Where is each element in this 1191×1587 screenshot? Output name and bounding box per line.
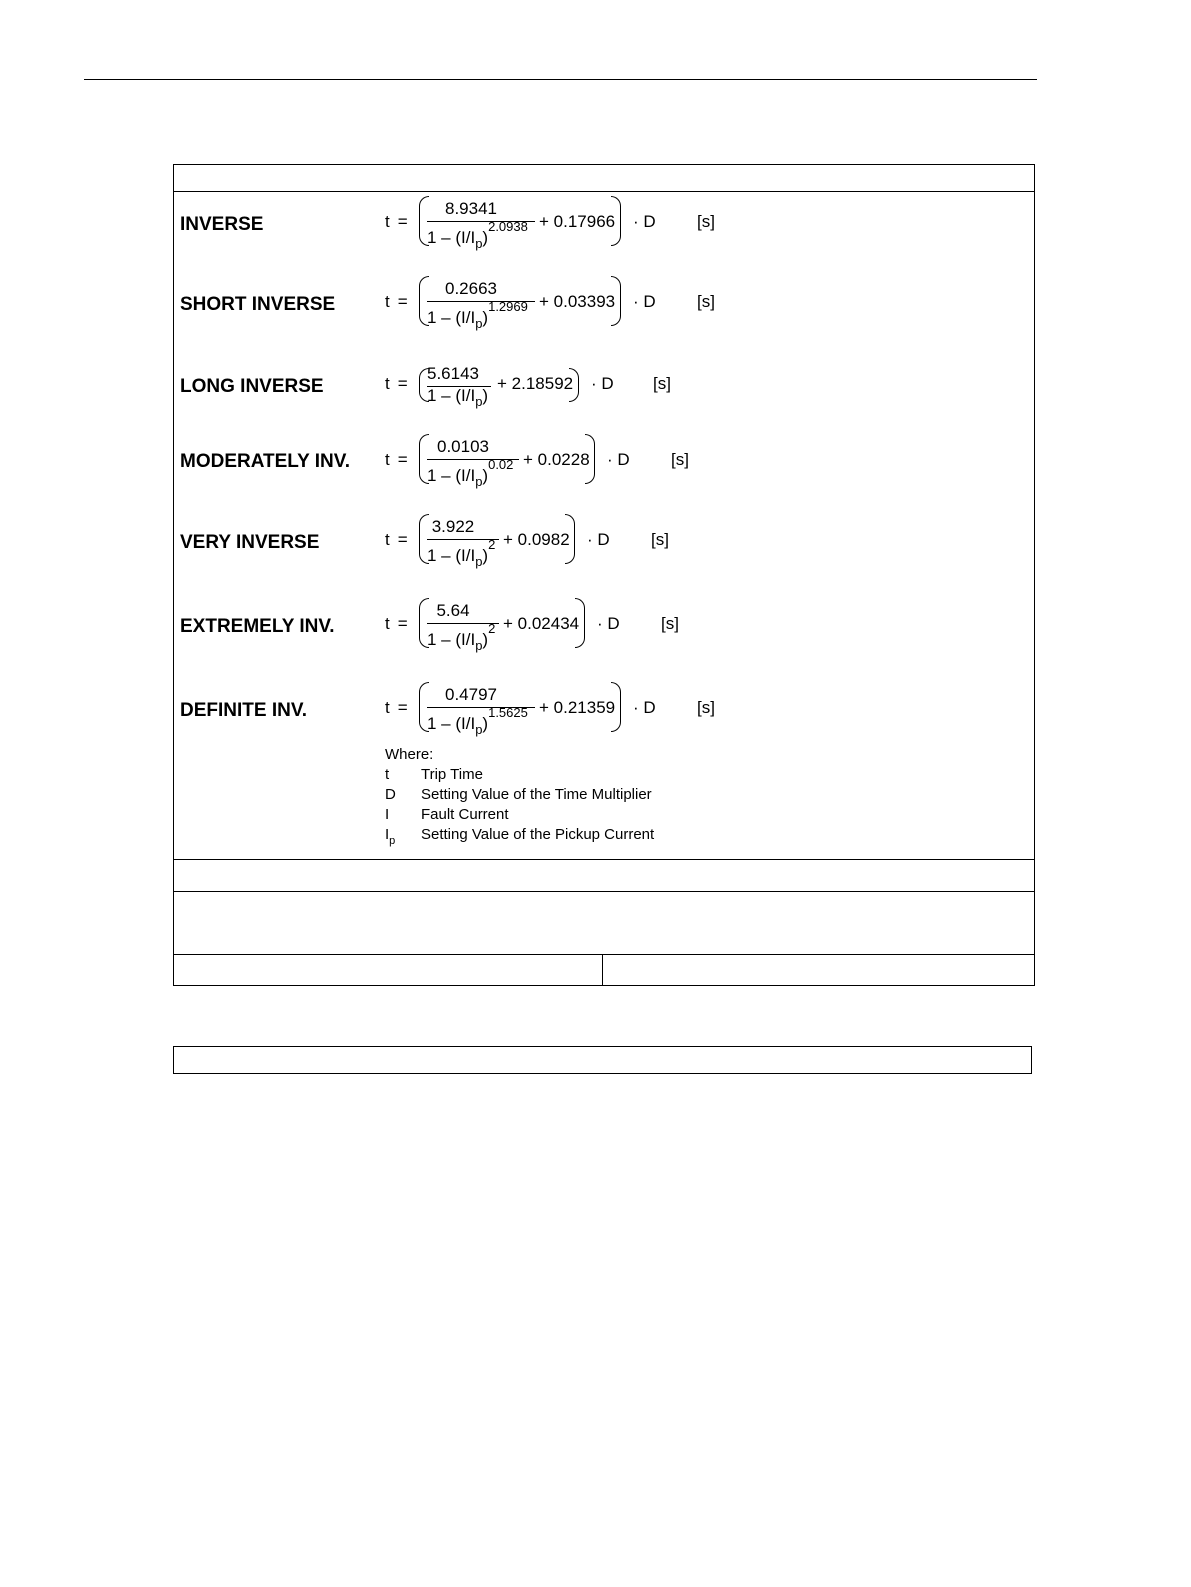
empty-table-box [173, 1046, 1032, 1074]
curve-name: LONG INVERSE [180, 376, 324, 397]
unit-seconds: [s] [653, 374, 671, 393]
formula-constant: + 0.0228 [523, 450, 590, 469]
right-paren-icon [585, 434, 595, 484]
formula-denominator: $1 - (I/I_p)^2$ [427, 537, 496, 569]
curve-row [173, 514, 1033, 574]
legend-symbol: I [385, 806, 390, 823]
table-row-divider [174, 191, 1034, 192]
formula-lhs: t = [385, 614, 408, 633]
unit-seconds: [s] [661, 614, 679, 633]
formula-denominator: $1 - (I/I_p)^{0.02}$ [427, 457, 514, 489]
curve-row [173, 598, 1033, 658]
curve-row [173, 276, 1033, 336]
curve-name: SHORT INVERSE [180, 294, 336, 315]
formula-constant: + 0.03393 [539, 292, 616, 311]
formula-lhs: t = [385, 698, 408, 717]
formula-constant: + 0.17966 [539, 212, 616, 231]
formula-numerator: 5.64 [436, 601, 470, 620]
time-multiplier: · D [633, 212, 656, 231]
right-paren-icon [565, 514, 575, 564]
formula-constant: + 0.0982 [503, 530, 570, 549]
legend-description: Fault Current [421, 806, 509, 823]
legend-description: Setting Value of the Time Multiplier [421, 786, 652, 803]
table-column-divider [602, 954, 603, 986]
curve-row [173, 682, 1033, 742]
curve-name: INVERSE [180, 214, 264, 235]
table-row-divider [174, 859, 1034, 860]
time-multiplier: · D [607, 450, 630, 469]
formula-lhs: t = [385, 212, 408, 231]
right-paren-icon [611, 196, 621, 246]
curve-name: VERY INVERSE [180, 532, 320, 553]
formula-numerator: 0.4797 [445, 685, 497, 704]
formula-constant: + 2.18592 [497, 374, 574, 393]
legend-description: Trip Time [421, 766, 483, 783]
formula-denominator: $1 - (I/I_p)^2$ [427, 621, 496, 653]
time-multiplier: · D [597, 614, 620, 633]
unit-seconds: [s] [697, 698, 715, 717]
unit-seconds: [s] [697, 212, 715, 231]
formula-constant: + 0.02434 [503, 614, 580, 633]
time-multiplier: · D [591, 374, 614, 393]
right-paren-icon [611, 682, 621, 732]
formula-numerator: 8.9341 [445, 199, 497, 218]
formula-denominator: $1 - (I/I_p)^{1.2969}$ [427, 299, 528, 331]
formula-lhs: t = [385, 292, 408, 311]
header-rule [84, 79, 1037, 80]
formula-lhs: t = [385, 530, 408, 549]
legend-symbol: $I_p$ [385, 826, 396, 847]
unit-seconds: [s] [671, 450, 689, 469]
right-paren-icon [569, 368, 579, 402]
table-row-divider [174, 954, 1034, 955]
curve-row [173, 362, 1033, 422]
time-multiplier: · D [587, 530, 610, 549]
unit-seconds: [s] [697, 292, 715, 311]
formula-denominator: $1 - (I/I_p)$ [427, 386, 489, 409]
legend-description: Setting Value of the Pickup Current [421, 826, 655, 843]
formula-numerator: 3.922 [431, 517, 475, 536]
formula-lhs: t = [385, 450, 408, 469]
curve-name: EXTREMELY INV. [180, 616, 335, 637]
formula-lhs: t = [385, 374, 408, 393]
right-paren-icon [575, 598, 585, 648]
time-multiplier: · D [633, 698, 656, 717]
formula-denominator: $1 - (I/I_p)^{2.0938}$ [427, 219, 528, 251]
legend-symbol: D [385, 786, 396, 803]
curve-row [173, 434, 1033, 494]
formula-numerator: 5.6143 [427, 364, 479, 383]
formula-denominator: $1 - (I/I_p)^{1.5625}$ [427, 705, 528, 737]
right-paren-icon [611, 276, 621, 326]
time-multiplier: · D [633, 292, 656, 311]
formula-constant: + 0.21359 [539, 698, 616, 717]
curve-name: MODERATELY INV. [180, 451, 350, 472]
legend-symbol: t [385, 766, 390, 783]
curve-name: DEFINITE INV. [180, 700, 308, 721]
unit-seconds: [s] [651, 530, 669, 549]
curve-row [173, 196, 1033, 256]
formula-numerator: 0.2663 [445, 279, 497, 298]
table-row-divider [174, 891, 1034, 892]
formula-numerator: 0.0103 [437, 437, 489, 456]
